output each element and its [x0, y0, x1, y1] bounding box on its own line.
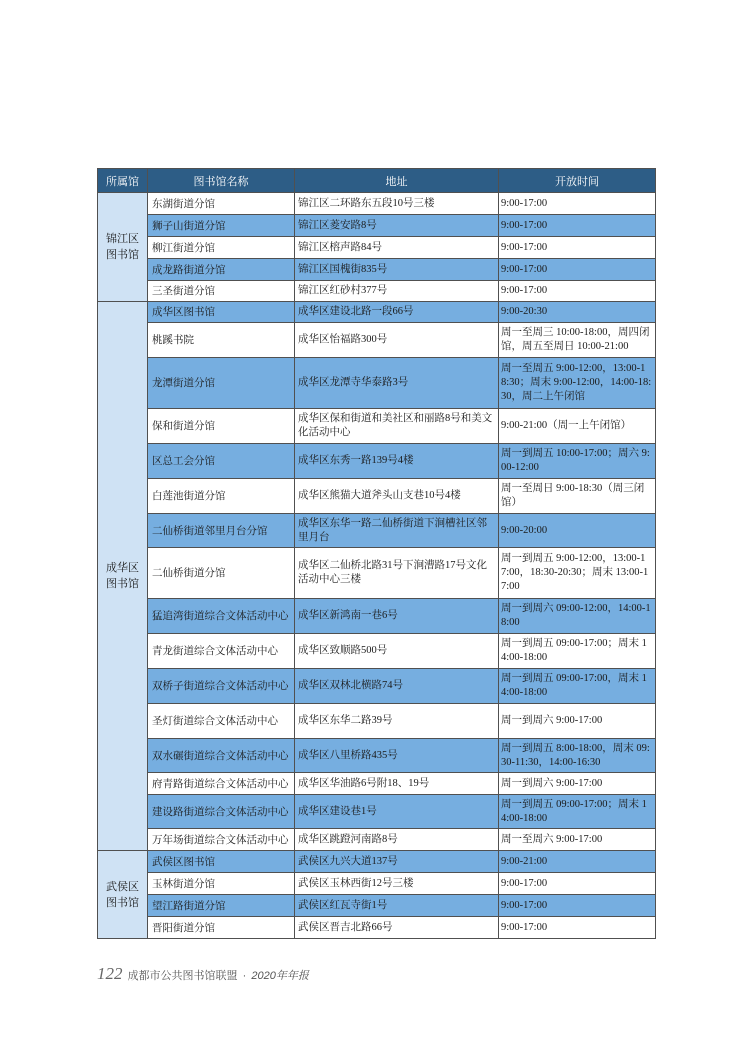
library-name-cell: 成华区图书馆: [148, 302, 295, 323]
table-row: [98, 409, 656, 444]
library-name-cell: 保和街道分馆: [148, 409, 295, 444]
address-cell: 锦江区榕声路84号: [295, 237, 499, 259]
opening-hours-cell: 9:00-17:00: [499, 917, 656, 939]
table-row: [98, 215, 656, 237]
library-name-cell: 猛追湾街道综合文体活动中心: [148, 599, 295, 634]
library-table: [97, 168, 656, 939]
library-name-cell: 区总工会分馆: [148, 444, 295, 479]
table-row: [98, 739, 656, 773]
opening-hours-cell: 9:00-20:00: [499, 514, 656, 548]
opening-hours-cell: 9:00-21:00（周一上午闭馆）: [499, 409, 656, 444]
library-name-cell: 建设路街道综合文体活动中心: [148, 795, 295, 829]
table-row: [98, 895, 656, 917]
opening-hours-cell: 周一到周五 09:00-17:00；周末 14:00-18:00: [499, 634, 656, 669]
address-cell: 武侯区玉林西街12号三楼: [295, 873, 499, 895]
opening-hours-cell: 周一到周六 09:00-12:00，14:00-18:00: [499, 599, 656, 634]
opening-hours-cell: 周一至周三 10:00-18:00，周四闭馆，周五至周日 10:00-21:00: [499, 323, 656, 358]
address-cell: 武侯区晋吉北路66号: [295, 917, 499, 939]
library-name-cell: 狮子山街道分馆: [148, 215, 295, 237]
table-header-row: [98, 169, 656, 193]
address-cell: 锦江区国槐街835号: [295, 259, 499, 281]
table-row: [98, 829, 656, 851]
library-name-cell: 双水碾街道综合文体活动中心: [148, 739, 295, 773]
affiliated-library-cell: [98, 302, 148, 851]
table-row: [98, 259, 656, 281]
address-cell: 成华区华油路6号附18、19号: [295, 773, 499, 795]
column-header-opening-hours: 开放时间: [499, 169, 656, 193]
table-row: [98, 281, 656, 302]
library-name-cell: 柳江街道分馆: [148, 237, 295, 259]
address-cell: 成华区怡福路300号: [295, 323, 499, 358]
opening-hours-cell: 9:00-17:00: [499, 873, 656, 895]
table-row: [98, 634, 656, 669]
column-header-affiliation: 所属馆: [98, 169, 148, 193]
affiliated-library-label: 成华区: [106, 562, 139, 574]
table-row: [98, 358, 656, 409]
opening-hours-cell: 周一到周五 10:00-17:00；周六 9:00-12:00: [499, 444, 656, 479]
affiliated-library-label: 图书馆: [106, 896, 139, 909]
library-name-cell: 圣灯街道综合文体活动中心: [148, 704, 295, 739]
table-row: [98, 851, 656, 873]
opening-hours-cell: 周一至周六 9:00-17:00: [499, 829, 656, 851]
address-cell: 成华区东华二路39号: [295, 704, 499, 739]
table-row: [98, 323, 656, 358]
affiliated-library-label: 武侯区: [106, 880, 139, 893]
library-name-cell: 桃蹊书院: [148, 323, 295, 358]
table-row: [98, 193, 656, 215]
opening-hours-cell: 9:00-17:00: [499, 237, 656, 259]
affiliated-library-label: 锦江区: [106, 233, 139, 245]
affiliated-library-label: 图书馆: [106, 578, 139, 590]
table-row: [98, 795, 656, 829]
column-header-address: 地址: [295, 169, 499, 193]
table-row: [98, 302, 656, 323]
opening-hours-cell: 9:00-17:00: [499, 259, 656, 281]
page-footer: [97, 964, 309, 984]
address-cell: 锦江区红砂村377号: [295, 281, 499, 302]
table-row: [98, 479, 656, 514]
affiliated-library-cell: [98, 193, 148, 302]
opening-hours-cell: 周一至周日 9:00-18:30（周三闭馆）: [499, 479, 656, 514]
opening-hours-cell: 9:00-17:00: [499, 281, 656, 302]
address-cell: 成华区保和街道和美社区和丽路8号和美文化活动中心: [295, 409, 499, 444]
address-cell: 成华区建设巷1号: [295, 795, 499, 829]
address-cell: 成华区致顺路500号: [295, 634, 499, 669]
table-row: [98, 548, 656, 599]
address-cell: 成华区东秀一路139号4楼: [295, 444, 499, 479]
opening-hours-cell: 周一至周五 9:00-12:00，13:00-18:30；周末 9:00-12:00，14:00-18:30，周二上午闭馆: [499, 358, 656, 409]
opening-hours-cell: 周一到周五 09:00-17:00，周末 14:00-18:00: [499, 669, 656, 704]
table-row: [98, 514, 656, 548]
opening-hours-cell: 周一到周五 9:00-12:00，13:00-17:00，18:30-20:30；周末 13:00-17:00: [499, 548, 656, 599]
address-cell: 成华区东华一路二仙桥街道下涧槽社区邻里月台: [295, 514, 499, 548]
opening-hours-cell: 9:00-17:00: [499, 895, 656, 917]
table-row: [98, 873, 656, 895]
library-name-cell: 晋阳街道分馆: [148, 917, 295, 939]
opening-hours-cell: 9:00-20:30: [499, 302, 656, 323]
table-row: [98, 917, 656, 939]
library-name-cell: 东湖街道分馆: [148, 193, 295, 215]
address-cell: 武侯区九兴大道137号: [295, 851, 499, 873]
affiliated-library-label: 图书馆: [106, 249, 139, 261]
address-cell: 成华区双林北横路74号: [295, 669, 499, 704]
opening-hours-cell: 9:00-17:00: [499, 193, 656, 215]
address-cell: 成华区建设北路一段66号: [295, 302, 499, 323]
address-cell: 成华区八里桥路435号: [295, 739, 499, 773]
table-row: [98, 599, 656, 634]
library-name-cell: 府青路街道综合文体活动中心: [148, 773, 295, 795]
address-cell: 成华区龙潭寺华泰路3号: [295, 358, 499, 409]
opening-hours-cell: 周一到周五 8:00-18:00，周末 09:30-11:30，14:00-16:30: [499, 739, 656, 773]
opening-hours-cell: 9:00-17:00: [499, 215, 656, 237]
library-name-cell: 三圣街道分馆: [148, 281, 295, 302]
address-cell: 锦江区菱安路8号: [295, 215, 499, 237]
library-name-cell: 双桥子街道综合文体活动中心: [148, 669, 295, 704]
library-name-cell: 万年场街道综合文体活动中心: [148, 829, 295, 851]
table-row: [98, 237, 656, 259]
library-name-cell: 武侯区图书馆: [148, 851, 295, 873]
address-cell: 锦江区二环路东五段10号三楼: [295, 193, 499, 215]
opening-hours-cell: 周一到周五 09:00-17:00；周末 14:00-18:00: [499, 795, 656, 829]
library-name-cell: 二仙桥街道邻里月台分馆: [148, 514, 295, 548]
library-name-cell: 玉林街道分馆: [148, 873, 295, 895]
report-title: 2020年年报: [251, 970, 309, 982]
column-header-library-name: 图书馆名称: [148, 169, 295, 193]
opening-hours-cell: 周一到周六 9:00-17:00: [499, 704, 656, 739]
page-number: 122: [97, 964, 123, 983]
table-body: [98, 193, 656, 939]
affiliated-library-cell: [98, 851, 148, 939]
library-name-cell: 二仙桥街道分馆: [148, 548, 295, 599]
address-cell: 成华区跳蹬河南路8号: [295, 829, 499, 851]
table-row: [98, 704, 656, 739]
opening-hours-cell: 9:00-21:00: [499, 851, 656, 873]
address-cell: 成华区新鸿南一巷6号: [295, 599, 499, 634]
table-row: [98, 773, 656, 795]
library-name-cell: 青龙街道综合文体活动中心: [148, 634, 295, 669]
publisher-name: 成都市公共图书馆联盟: [127, 970, 238, 982]
address-cell: 成华区二仙桥北路31号下涧漕路17号文化活动中心三楼: [295, 548, 499, 599]
library-name-cell: 望江路街道分馆: [148, 895, 295, 917]
table-row: [98, 669, 656, 704]
footer-separator: ·: [242, 970, 247, 982]
address-cell: 成华区熊猫大道斧头山支巷10号4楼: [295, 479, 499, 514]
library-name-cell: 龙潭街道分馆: [148, 358, 295, 409]
table-row: [98, 444, 656, 479]
address-cell: 武侯区红瓦寺街1号: [295, 895, 499, 917]
library-name-cell: 白莲池街道分馆: [148, 479, 295, 514]
library-name-cell: 成龙路街道分馆: [148, 259, 295, 281]
opening-hours-cell: 周一到周六 9:00-17:00: [499, 773, 656, 795]
